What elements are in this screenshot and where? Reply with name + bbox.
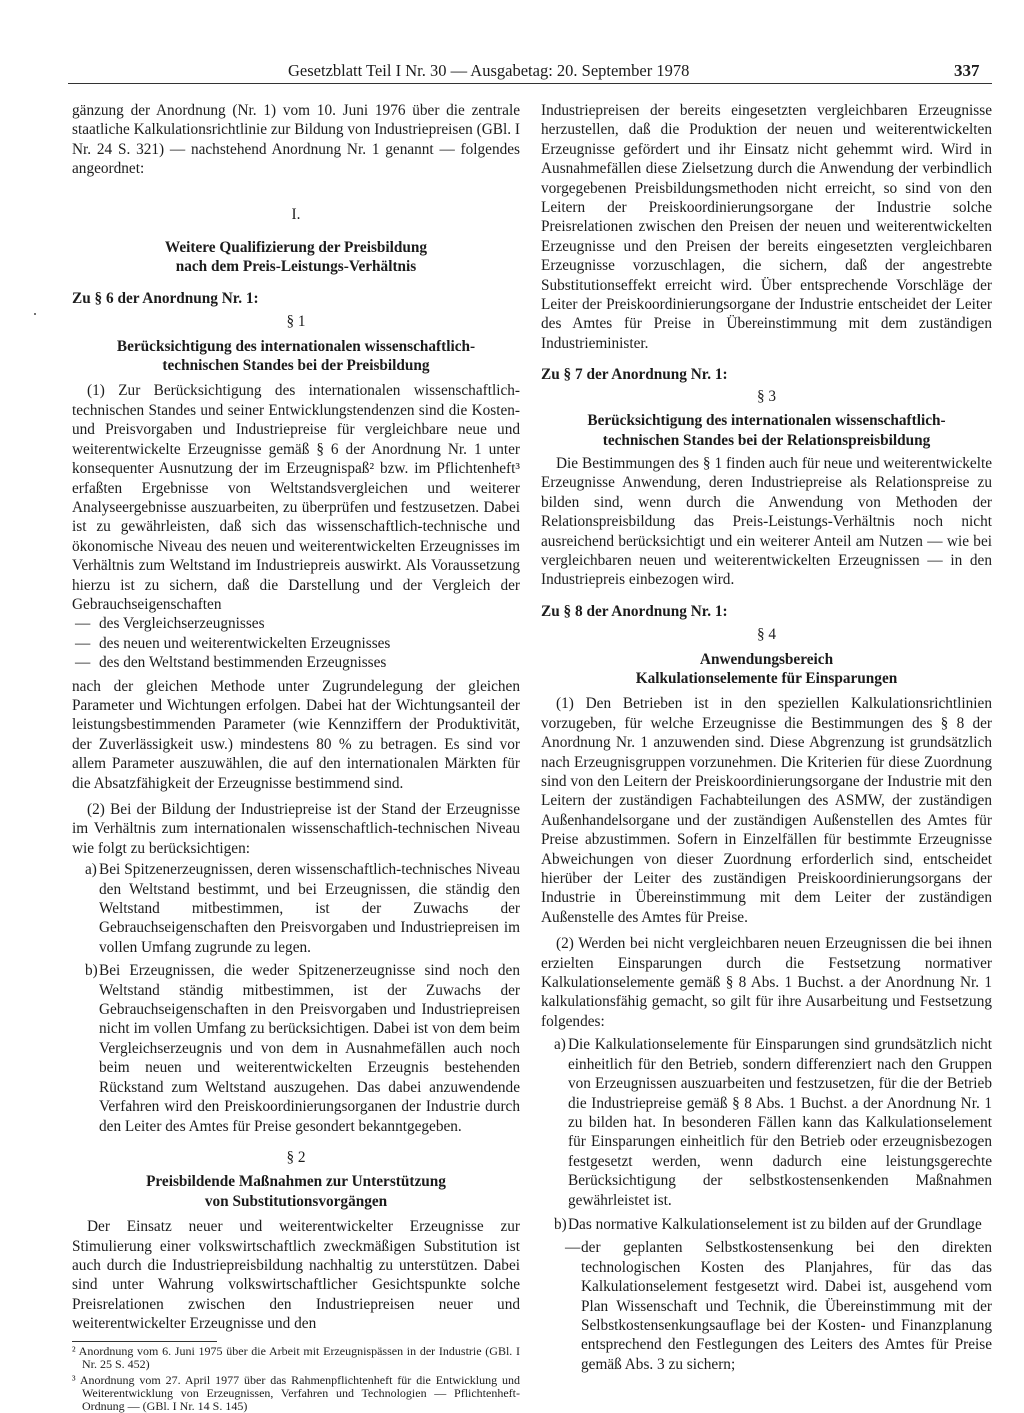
section-4-paragraph-2: (2) Werden bei nicht vergleichbaren neuen Erzeugnissen die bei ihnen erzielten Einsparungen durch die Festsetzung normativer Kalkulationselemente gemäß § 8 Abs. 1 Buchst. a der Anordnung Nr. 1 kalkulationsfähig gemacht, so gilt für ihre Ausarbeitung und Festsetzung folgendes: <box>541 935 992 1030</box>
right-column <box>541 101 992 1374</box>
footnote-3: ³ Anordnung vom 27. April 1977 über das Rahmenpflichtenheft für die Entwicklung und Weiterentwicklung von Erzeugnissen, Verfahren und Technologien — Pflichtenheft-Ordnung — (GBl. I Nr. 14 S. 145) <box>72 1372 520 1413</box>
section-1-paragraph-2: (2) Bei der Bildung der Industriepreise ist der Stand der Erzeugnisse im Verhältnis zum internationalen wissenschaftlich-technischen Niveau wie folgt zu berücksichtigen: <box>72 801 520 857</box>
left-column <box>72 101 520 1413</box>
dash-mark: — <box>75 654 91 672</box>
page-number: 337 <box>954 61 980 80</box>
list-item-b-text: Bei Erzeugnissen, die weder Spitzenerzeugnisse sind noch den Weltstand ständig mitbestimmen, ist der Zuwachs der Gebrauchseigenschaften in den Preisvorgaben und Industriepreisen nicht im vollen Umfang zu berücksichtigen. Dabei ist von dem beim Vergleichserzeugnis und von dem in Ausnahmefällen auch noch beim neuen und weiterentwickelten Erzeugnis bestehenden Rückstand zum Weltstand auszugehen. Das dabei anzuwendende Verfahren wird den Preiskoordinierungsorganen der Industrie durch den Leiter des Amtes für Preise gesondert bekanntgegeben. <box>99 962 520 1135</box>
list-item-a-text: Die Kalkulationselemente für Einsparungen sind grundsätzlich nicht einheitlich für den Betrieb, sondern differenziert nach den Gruppen von Erzeugnissen auszuarbeiten und festzusetzen, für die der Betrieb die Industriepreise gemäß § 8 Abs. 1 Buchst. a der Anordnung Nr. 1 zu bilden hat. In besonderen Fällen kann das Kalkulationselement für Einsparungen einheitlich für den Betrieb oder erzeugnisbezogen festgesetzt werden, wenn dadurch eine leistungsgerechte Berücksichtigung der selbstkostensenkenden Maßnahmen gewährleistet ist. <box>568 1036 992 1209</box>
dash-item-3 <box>72 653 520 672</box>
section-1-paragraph-1-continued: nach der gleichen Methode unter Zugrundelegung der gleichen Parameter und Wichtungen erfolgen. Dabei hat der Wichtungsanteil der leistungsbestimmenden Parameter (wie Kennziffern der Produktivität, der Zuverlässigkeit usw.) mindestens 80 % zu betragen. Es sind vor allem Parameter auszuwählen, die auf den internationalen Märkten für die Absatzfähigkeit der Erzeugnisse bestimmend sind. <box>72 677 520 792</box>
section-2-paragraph-continued: Industriepreisen der bereits eingesetzten vergleichbaren Erzeugnisse herzustellen, daß die Produktion der neuen und weiterentwickelten Erzeugnisse gefördert und ihr Einsatz nicht gehemmt wird. Wird in Ausnahmefällen diese Zielsetzung durch die Anwendung der verbindlich vorgegebenen Preisbildungsmethoden nicht erreicht, so sind von den Leitern der Preiskoordinierungsorgane der Industrie solche Preisrelationen zwischen den Preisen der neuen und weiterentwickelten Erzeugnisse und den Preisen der bereits eingesetzten vergleichbaren Erzeugnisse vorzuschlagen, die sichern, daß der angestrebte Substitutionseffekt erreicht wird. Über entsprechende Vorschläge der Leiter der Preiskoordinierungsorgane der Industrie entscheidet der Leiter des Amtes für Preise in Übereinstimmung mit dem zuständigen Industrieminister. <box>541 102 992 352</box>
paragraph-number-4: § 4 <box>756 626 777 644</box>
section-ref-6: Zu § 6 der Anordnung Nr. 1: <box>72 289 259 307</box>
part-title-line-2: nach dem Preis-Leistungs-Verhältnis <box>175 258 417 276</box>
margin-dot <box>34 313 36 315</box>
dash-mark: — <box>565 1239 581 1257</box>
list-item-a <box>72 860 520 957</box>
dash-item-1 <box>72 614 520 633</box>
section-3-paragraph: Die Bestimmungen des § 1 finden auch für neue und weiterentwickelte Erzeugnisse Anwendung, deren Industriepreise als Relationspreise zu bilden sind, wenn durch die Anwendung von Methoden der Relationspreisbildung das Preis-Leistungs-Verhältnis noch nicht ausreichend berücksichtigt und ein weiterer Anteil am Nutzen — wie bei vergleichbaren neuen und weiterentwickelten Erzeugnissen — in den Industriepreis einbezogen wird. <box>541 454 992 589</box>
header-rule <box>68 83 992 84</box>
section-3-title-line-2: technischen Standes bei der Relationspreisbildung <box>602 431 931 449</box>
list-item-a <box>541 1035 992 1210</box>
dash-item-2 <box>72 634 520 653</box>
list-mark-a: a) <box>554 1036 566 1054</box>
dash-item-text: des den Weltstand bestimmenden Erzeugnisses <box>99 654 387 672</box>
list-item-b-text: Das normative Kalkulationselement ist zu bilden auf der Grundlage <box>568 1215 982 1233</box>
list-item-a-text: Bei Spitzenerzeugnissen, deren wissenschaftlich-technisches Niveau den Weltstand bestimmt, und bei Erzeugnissen, die ständig den Weltstand mitbestimmen, ist der Zuwachs der Gebrauchseigenschaften den Preisvorgaben und Industriepreisen im vollen Umfang zugrunde zu legen. <box>99 861 520 956</box>
section-4-title-line-2: Kalkulationselemente für Einsparungen <box>635 669 898 687</box>
intro-paragraph: gänzung der Anordnung (Nr. 1) vom 10. Juni 1976 über die zentrale staatliche Kalkulationsrichtlinie zur Bildung von Industriepreisen (GBl. I Nr. 24 S. 321) — nachstehend Anordnung Nr. 1 genannt — folgendes angeordnet: <box>72 102 520 178</box>
dash-item <box>541 1238 992 1374</box>
section-ref-8: Zu § 8 der Anordnung Nr. 1: <box>541 602 728 620</box>
section-1-paragraph-1: (1) Zur Berücksichtigung des internationalen wissenschaftlich-technischen Standes und seiner Entwicklungstendenzen sind die Kosten- und Preisvorgaben und Industriepreise für vergleichbare neue und weiterentwickelte Erzeugnisse gemäß § 6 der Anordnung Nr. 1 unter konsequenter Ausnutzung der im Erzeugnispaß² bzw. im Pflichtenheft³ erfaßten Ergebnisse von Weltstandsvergleichen und weiterer Analyseergebnisse auszuarbeiten, zu überprüfen und festzusetzen. Dabei ist zu gewährleisten, daß sich das wissenschaftlich-technische und ökonomische Niveau des neuen und weiterentwickelten Erzeugnisses im Verhältnis zum Weltstand im Industriepreis auswirkt. Als Voraussetzung hierzu ist zu sichern, daß die Darstellung und der Vergleich der Gebrauchseigenschaften <box>72 382 520 613</box>
list-item-b <box>541 1215 992 1234</box>
footnote-rule <box>72 1341 217 1342</box>
section-4-paragraph-1: (1) Den Betrieben ist in den speziellen Kalkulationsrichtlinien vorzugeben, für welche Erzeugnisse die Bestimmungen des § 8 der Anordnung Nr. 1 anzuwenden sind. Diese Abgrenzung ist grundsätzlich nach Erzeugnisgruppen vorzunehmen. Die Kriterien für diese Zuordnung sind von den Leitern der Preiskoordinierungsorgane der Industrie mit den Leitern der zuständigen Fachabteilungen des ASMW, der zuständigen Außenhandelsorgane und der zuständigen Außenstellen des Amtes für Preise abzustimmen. Sofern in Einzelfällen für bestimmte Erzeugnisse Abweichungen von dieser Zuordnung erforderlich sind, entscheidet hierüber der Leiter des zuständigen Preiskoordinierungsorgans der Industrie in Übereinstimmung mit dem Leiter der zuständigen Außenstelle des Amtes für Preise. <box>541 695 992 926</box>
list-mark-b: b) <box>554 1215 567 1233</box>
dash-item-text: des Vergleichserzeugnisses <box>99 615 265 633</box>
section-1-title-line-2: technischen Standes bei der Preisbildung <box>162 357 430 375</box>
part-number: I. <box>291 205 301 223</box>
list-mark-b: b) <box>85 962 98 980</box>
dash-item-text: des neuen und weiterentwickelten Erzeugnisses <box>99 634 391 652</box>
list-item-b <box>72 961 520 1136</box>
part-title-line-1: Weitere Qualifizierung der Preisbildung <box>164 239 428 257</box>
dash-mark: — <box>75 615 91 633</box>
running-header: Gesetzblatt Teil I Nr. 30 — Ausgabetag: 20. September 1978 <box>288 61 690 80</box>
section-ref-7: Zu § 7 der Anordnung Nr. 1: <box>541 366 728 384</box>
section-4-title-line-1: Anwendungsbereich <box>699 650 834 668</box>
section-2-paragraph: Der Einsatz neuer und weiterentwickelter Erzeugnisse zur Stimulierung einer volkswirtschaftlich zweckmäßigen Substitution ist auch durch die Industriepreisbildung nachhaltig zu unterstützen. Dabei sind unter Wahrung volkswirtschaftlicher Gesichtspunkte solche Preisrelationen zwischen den Industriepreisen neuer und weiterentwickelter Erzeugnisse und den <box>72 1218 520 1333</box>
dash-mark: — <box>75 634 91 652</box>
section-3-title-line-1: Berücksichtigung des internationalen wissenschaftlich- <box>587 412 946 430</box>
section-1-title-line-1: Berücksichtigung des internationalen wissenschaftlich- <box>116 337 476 355</box>
list-mark-a: a) <box>85 861 97 879</box>
paragraph-number-1: § 1 <box>286 313 306 331</box>
paragraph-number-2: § 2 <box>286 1148 306 1166</box>
paragraph-number-3: § 3 <box>756 387 777 405</box>
footnote-2: ² Anordnung vom 6. Juni 1975 über die Arbeit mit Erzeugnispässen in der Industrie (GBl. I Nr. 25 S. 452) <box>72 1343 520 1371</box>
section-2-title-line-1: Preisbildende Maßnahmen zur Unterstützung <box>146 1173 446 1191</box>
dash-item-text: der geplanten Selbstkostensenkung bei den direkten technologischen Kosten des Planjahres, für das das Kalkulationselement festgesetzt wird. Dabei ist, ausgehend vom Plan Wissenschaft und Technik, die Übereinstimmung mit der Selbstkostensenkungsauflage bei der Kosten- und Finanzplanung entsprechend den Festlegungen des Leiters des Amtes für Preise gemäß Abs. 3 zu sichern; <box>581 1239 992 1373</box>
section-2-title-line-2: von Substitutionsvorgängen <box>204 1192 388 1210</box>
